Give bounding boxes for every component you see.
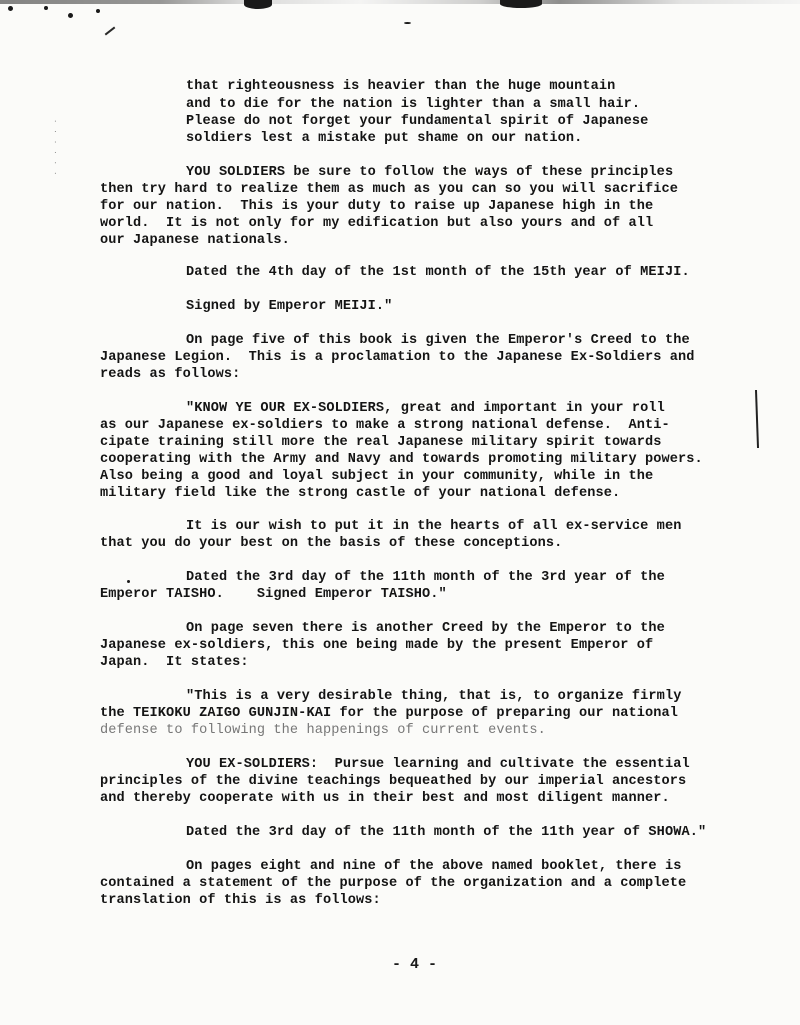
text-line: "KNOW YE OUR EX-SOLDIERS, great and important in your roll xyxy=(186,401,665,416)
text-line: On page seven there is another Creed by the Emperor to the xyxy=(186,621,665,636)
text-line: Japanese Legion. This is a proclamation to the Japanese Ex-Soldiers and xyxy=(100,350,695,365)
pen-mark xyxy=(105,27,116,36)
text-line: and thereby cooperate with us in their best and most diligent manner. xyxy=(100,791,670,806)
scan-speck xyxy=(244,0,272,9)
text-line: cooperating with the Army and Navy and towards promoting military powers. xyxy=(100,452,703,467)
text-line: "This is a very desirable thing, that is, to organize firmly xyxy=(186,689,682,704)
text-line: and to die for the nation is lighter than a small hair. xyxy=(186,97,641,112)
text-line: soldiers lest a mistake put shame on our nation. xyxy=(186,131,583,146)
text-line: Dated the 3rd day of the 11th month of the 3rd year of the xyxy=(186,570,665,585)
scan-speck xyxy=(68,13,73,18)
text-line: Signed by Emperor MEIJI." xyxy=(186,299,393,314)
text-line: It is our wish to put it in the hearts of all ex-service men xyxy=(186,519,682,534)
text-line: that righteousness is heavier than the huge mountain xyxy=(186,79,616,94)
text-line: principles of the divine teachings bequeathed by our imperial ancestors xyxy=(100,774,687,789)
scan-artifact-band xyxy=(0,0,800,4)
text-line: world. It is not only for my edification but also yours and of all xyxy=(100,216,654,231)
text-line: On pages eight and nine of the above named booklet, there is xyxy=(186,859,682,874)
scan-speck xyxy=(96,9,100,13)
page-number: - 4 - xyxy=(392,956,438,973)
scan-speck xyxy=(127,580,130,583)
scan-speck xyxy=(44,6,48,10)
text-line: YOU SOLDIERS be sure to follow the ways of these principles xyxy=(186,165,674,180)
text-line: Japan. It states: xyxy=(100,655,249,670)
text-line: as our Japanese ex-soldiers to make a strong national defense. Anti- xyxy=(100,418,670,433)
text-line: Japanese ex-soldiers, this one being made by the present Emperor of xyxy=(100,638,654,653)
text-line: the TEIKOKU ZAIGO GUNJIN-KAI for the purpose of preparing our national xyxy=(100,706,679,721)
margin-bracket-mark xyxy=(755,390,759,448)
text-line: our Japanese nationals. xyxy=(100,233,290,248)
text-line: Also being a good and loyal subject in your community, while in the xyxy=(100,469,654,484)
text-line: YOU EX-SOLDIERS: Pursue learning and cultivate the essential xyxy=(186,757,690,772)
scan-speck xyxy=(8,6,13,11)
text-line: Emperor TAISHO. Signed Emperor TAISHO." xyxy=(100,587,447,602)
text-line: contained a statement of the purpose of the organization and a complete xyxy=(100,876,687,891)
text-line: military field like the strong castle of your national defense. xyxy=(100,486,621,501)
text-line: On page five of this book is given the Emperor's Creed to the xyxy=(186,333,690,348)
text-line: then try hard to realize them as much as you can so you will sacrifice xyxy=(100,182,679,197)
scan-speck xyxy=(404,22,411,24)
text-line: reads as follows: xyxy=(100,367,241,382)
text-line: for our nation. This is your duty to raise up Japanese high in the xyxy=(100,199,654,214)
margin-note: · · · · · · xyxy=(52,118,60,176)
text-line: cipate training still more the real Japanese military spirit towards xyxy=(100,435,662,450)
text-line: defense to following the happenings of current events. xyxy=(100,723,546,738)
text-line: Please do not forget your fundamental spirit of Japanese xyxy=(186,114,649,129)
scan-speck xyxy=(500,0,542,8)
text-line: Dated the 4th day of the 1st month of the 15th year of MEIJI. xyxy=(186,265,690,280)
text-line: Dated the 3rd day of the 11th month of the 11th year of SHOWA." xyxy=(186,825,707,840)
text-line: translation of this is as follows: xyxy=(100,893,381,908)
text-line: that you do your best on the basis of these conceptions. xyxy=(100,536,563,551)
